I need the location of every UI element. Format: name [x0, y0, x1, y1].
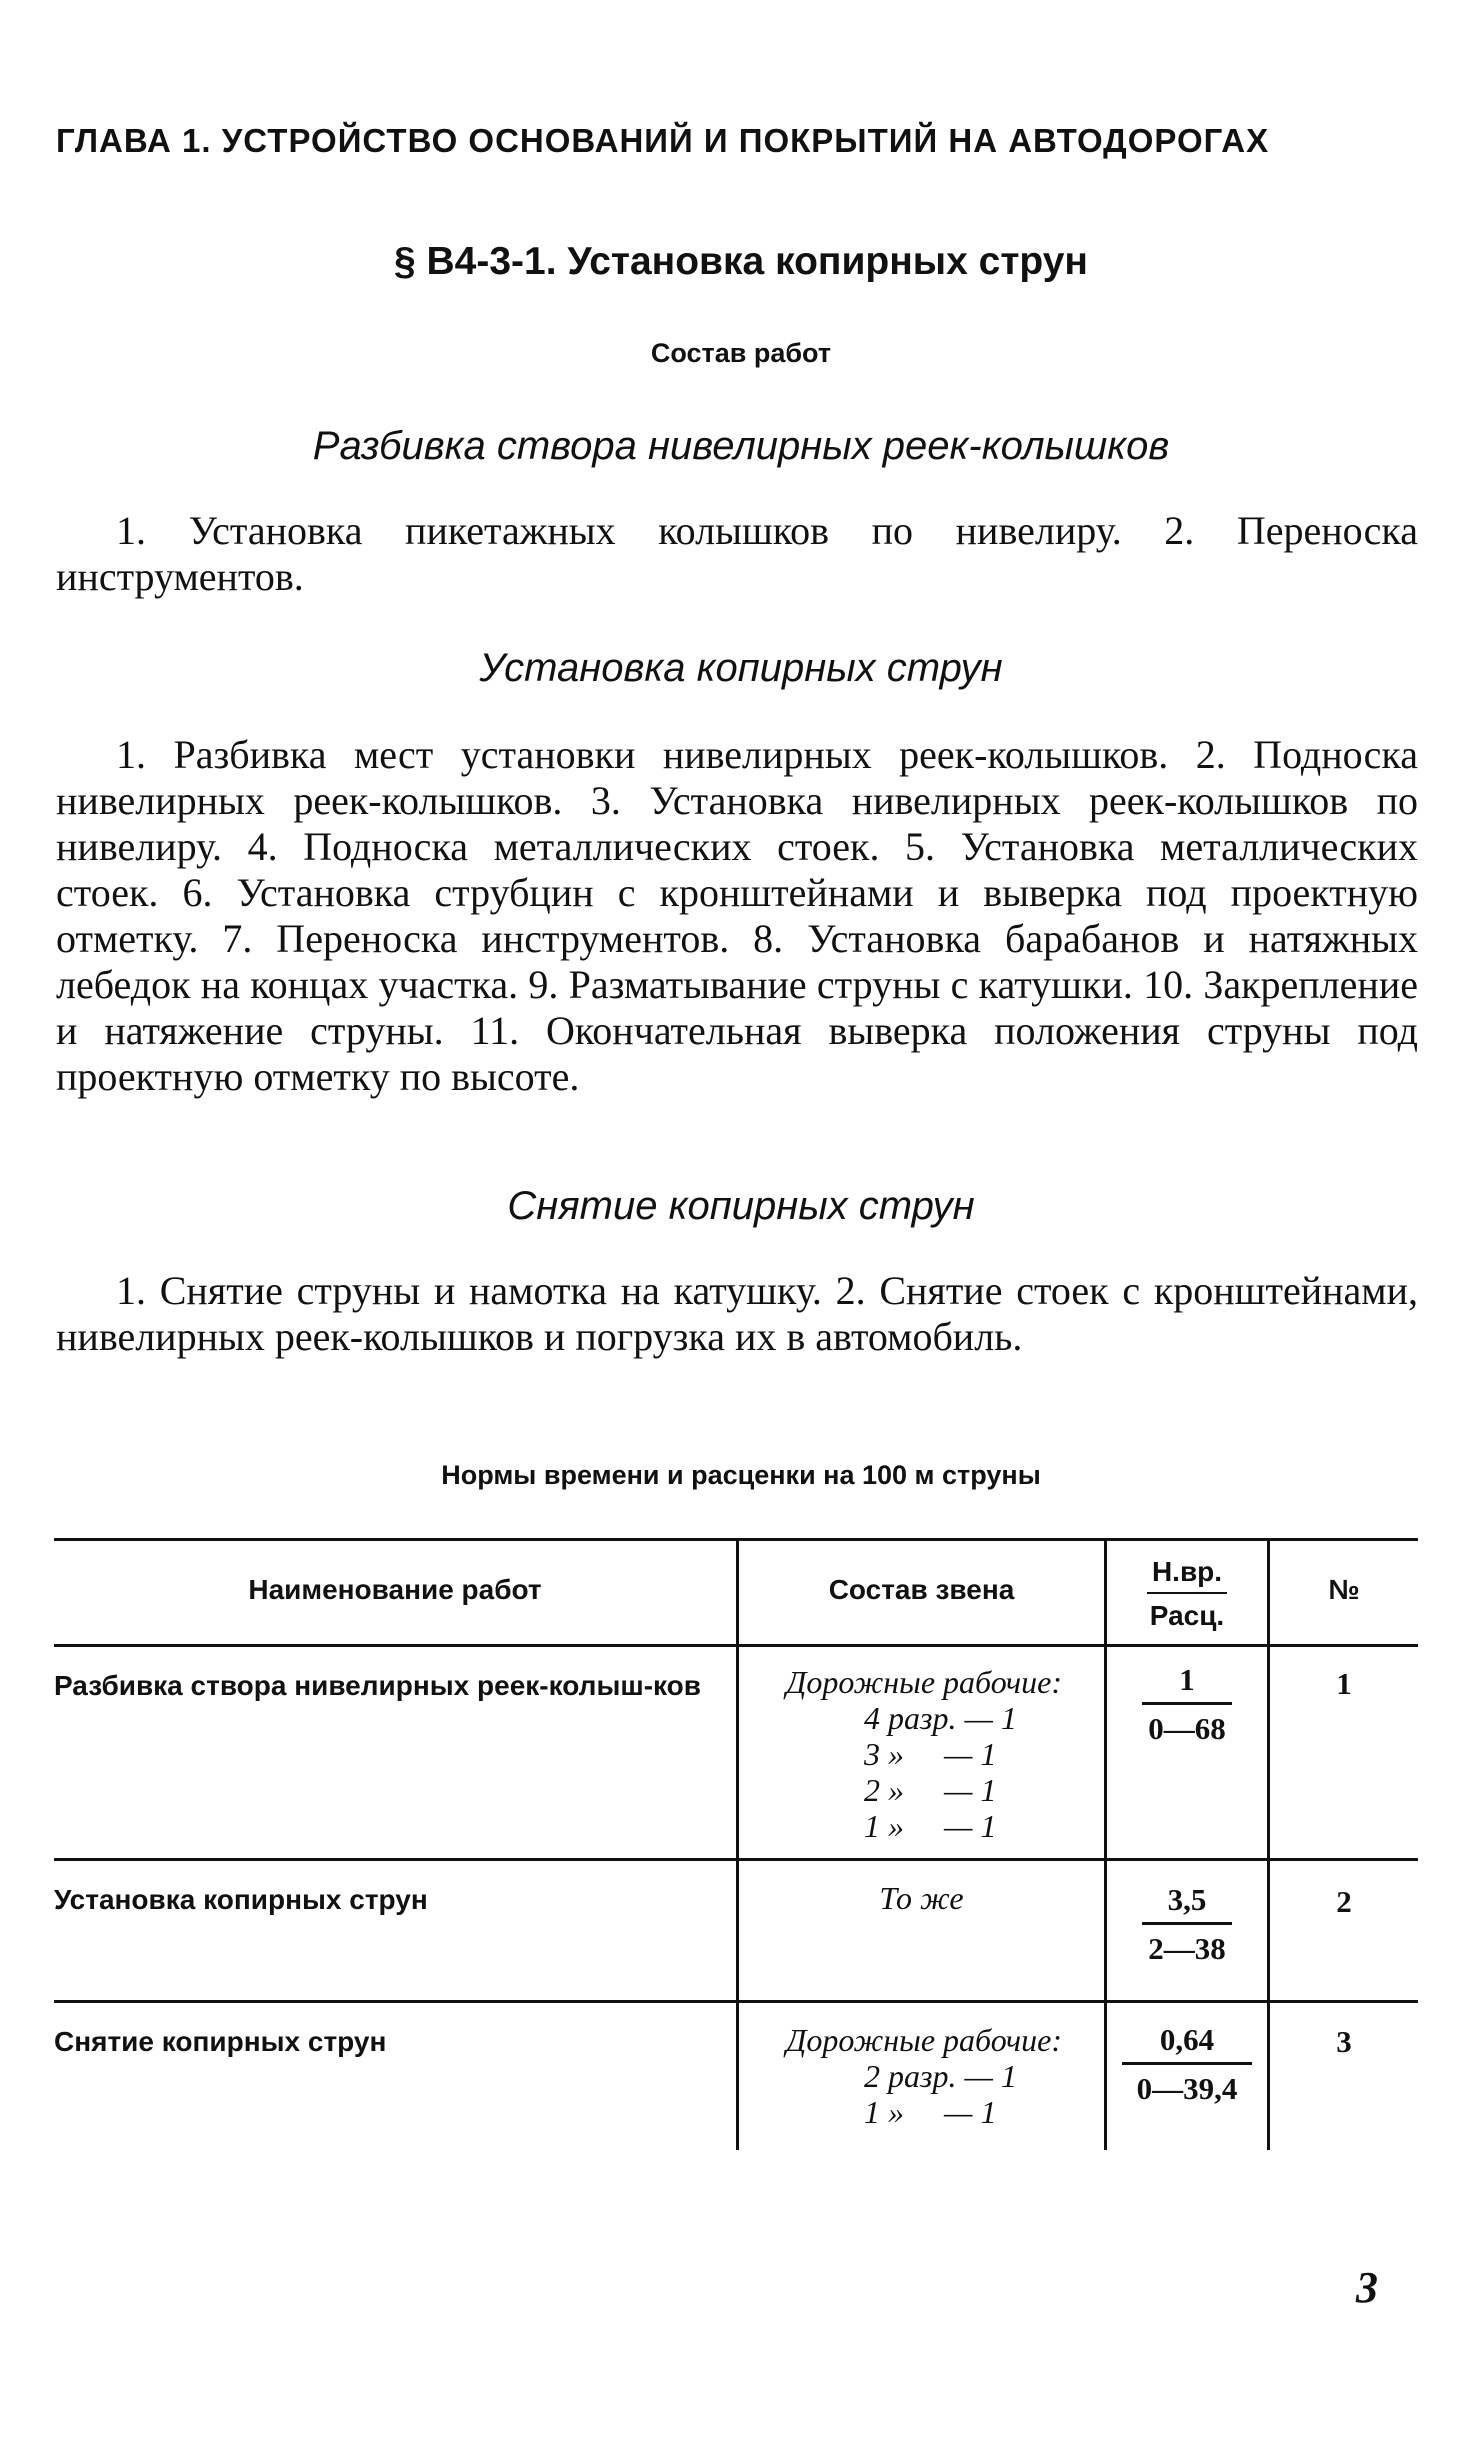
paragraph-installation: 1. Разбивка мест установки нивелирных реек-колышков. 2. Подноска нивелирных реек-колышков. 3. Установка нивелирных реек-колышков по нивелиру. 4. Подноска металлических стоек. 5. Установка металлических стоек. 6. Установка струбцин с кронштейнами и выверка под проектную отметку. 7. Переноска инструментов. 8. Установка барабанов и натяжных лебедок на концах участка. 9. Разматывание струны с катушки. 10. Закрепление и натяжение струны. 11. Окончательная выверка положения струны под проектную отметку по высоте.: [56, 732, 1418, 1099]
header-num: №: [1328, 1574, 1360, 1605]
fraction-bar: [1122, 2062, 1252, 2065]
row2-norm-rate: [1107, 1882, 1267, 1967]
row1-norm-rate: [1107, 1662, 1267, 1747]
row1-rate: 0—68: [1148, 1711, 1226, 1746]
row3-crew-line: 2 разр. — 1: [864, 2058, 1017, 2094]
row2-name: Установка копирных струн: [54, 1884, 428, 1915]
row1-norm: 1: [1179, 1662, 1195, 1697]
row2-crew: То же: [879, 1880, 964, 1916]
row2-num: 2: [1336, 1884, 1352, 1919]
row1-crew-line: 2 » — 1: [864, 1772, 997, 1808]
paragraph-staking: 1. Установка пикетажных колышков по нивелиру. 2. Переноска инструментов.: [56, 508, 1418, 599]
table-caption: Нормы времени и расценки на 100 м струны: [441, 1460, 1041, 1490]
row3-crew-line: 1 » — 1: [864, 2094, 997, 2130]
row1-crew-line: 3 » — 1: [864, 1736, 997, 1772]
chapter-heading: ГЛАВА 1. УСТРОЙСТВО ОСНОВАНИЙ И ПОКРЫТИЙ НА АВТОДОРОГАХ: [56, 122, 1270, 159]
page-number: 3: [1356, 2263, 1378, 2312]
row1-num: 1: [1336, 1666, 1352, 1701]
row2-rate: 2—38: [1148, 1931, 1226, 1966]
row3-norm-rate: [1107, 2022, 1267, 2107]
row3-rate: 0—39,4: [1136, 2071, 1238, 2106]
subheading-removal: Снятие копирных струн: [507, 1184, 975, 1228]
composition-heading: Состав работ: [650, 338, 832, 368]
paragraph-removal: 1. Снятие струны и намотка на катушку. 2. Снятие стоек с кронштейнами, нивелирных реек-колышков и погрузка их в автомобиль.: [56, 1268, 1418, 1359]
header-norm: Н.вр.: [1151, 1556, 1223, 1587]
row3-name: Снятие копирных струн: [54, 2026, 387, 2057]
subheading-installation: Установка копирных струн: [479, 646, 1003, 690]
row1-crew-line: 1 » — 1: [864, 1808, 997, 1844]
header-fraction-bar: [1147, 1592, 1227, 1594]
fraction-bar: [1142, 1922, 1232, 1925]
row3-num: 3: [1336, 2024, 1352, 2059]
row3-crew: [754, 2022, 1094, 2130]
row1-crew: [754, 1664, 1094, 1844]
norms-table: [54, 1538, 1418, 2150]
row3-norm: 0,64: [1159, 2022, 1215, 2057]
row2-norm: 3,5: [1167, 1882, 1207, 1917]
fraction-bar: [1142, 1702, 1232, 1705]
section-title: § В4-3-1. Установка копирных струн: [393, 240, 1088, 283]
row3-crew-line: Дорожные рабочие:: [785, 2022, 1063, 2058]
header-norm-rate: [1107, 1556, 1267, 1632]
subheading-staking: Разбивка створа нивелирных реек-колышков: [312, 424, 1170, 468]
row1-name: Разбивка створа нивелирных реек-колыш-ков: [54, 1670, 701, 1701]
row1-crew-line: Дорожные рабочие:: [785, 1664, 1063, 1700]
header-rate: Расц.: [1149, 1600, 1225, 1631]
row1-crew-line: 4 разр. — 1: [864, 1700, 1017, 1736]
header-name: Наименование работ: [248, 1574, 542, 1605]
table-column-rule: [736, 1538, 739, 2150]
header-crew: Состав звена: [828, 1574, 1015, 1605]
